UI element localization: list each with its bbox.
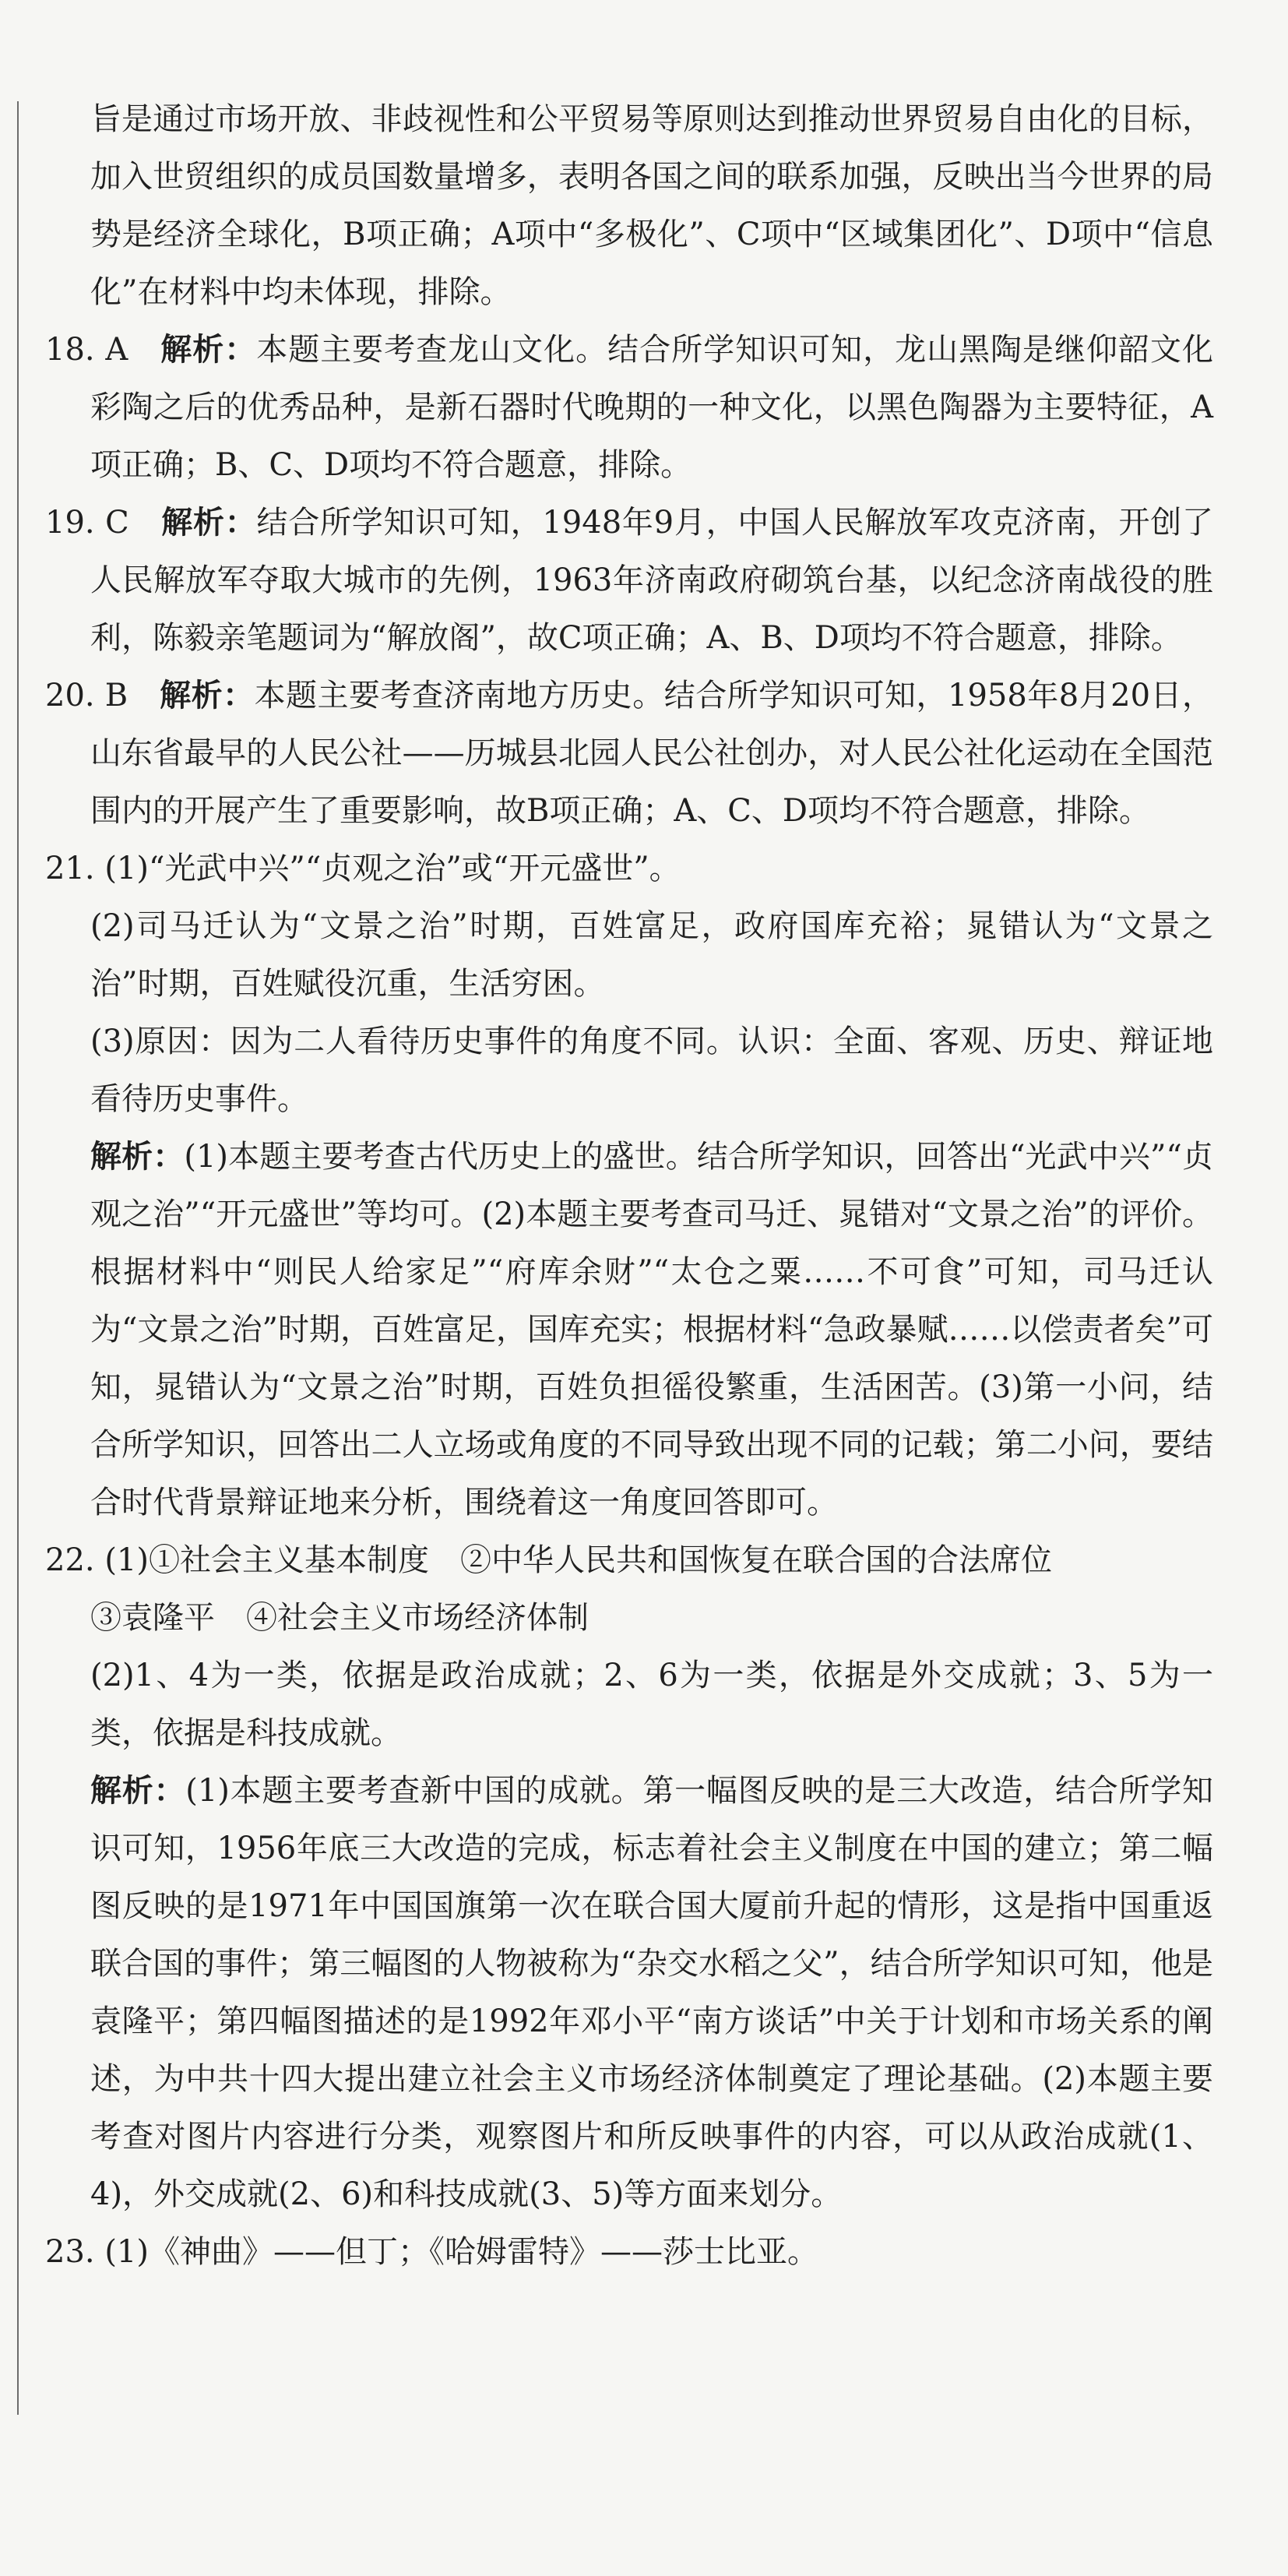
answer-21-part3: (3)原因：因为二人看待历史事件的角度不同。认识：全面、客观、历史、辩证地看待历史事件。 — [90, 1024, 1213, 1117]
answer-22-part2: (2)1、4为一类，依据是政治成就；2、6为一类，依据是外交成就；3、5为一类，依据是科技成就。 — [90, 1658, 1213, 1751]
answer-22-analysis — [45, 1762, 1213, 2223]
answer-22-analysis-text: (1)本题主要考查新中国的成就。第一幅图反映的是三大改造，结合所学知识可知，1956年底三大改造的完成，标志着社会主义制度在中国的建立；第二幅图反映的是1971年中国国旗第一次在联合国大厦前升起的情形，这是指中国重返联合国的事件；第三幅图的人物被称为“杂交水稻之父”，结合所学知识可知，他是袁隆平；第四幅图描述的是1992年邓小平“南方谈话”中关于计划和市场关系的阐述，为中共十四大提出建立社会主义市场经济体制奠定了理论基础。(2)本题主要考查对图片内容进行分类，观察图片和所反映事件的内容，可以从政治成就(1、4)，外交成就(2、6)和科技成就(3、5)等方面来划分。 — [90, 1773, 1214, 2212]
answer-22-part1-line1: 22. (1)①社会主义基本制度 ②中华人民共和国恢复在联合国的合法席位 — [45, 1542, 1052, 1578]
answer-18-number: 18. A — [45, 332, 128, 368]
answer-19-text: 结合所学知识可知，1948年9月，中国人民解放军攻克济南，开创了人民解放军夺取大城市的先例，1963年济南政府砌筑台基，以纪念济南战役的胜利，陈毅亲笔题词为“解放阁”，故C项正确；A、B、D项均不符合题意，排除。 — [90, 505, 1214, 656]
answer-19-label: 解析： — [161, 505, 257, 541]
answer-22-label: 解析： — [90, 1773, 186, 1809]
answer-21-label: 解析： — [90, 1139, 185, 1175]
answer-page — [45, 90, 1213, 2281]
answer-18-label: 解析： — [160, 332, 257, 368]
answer-20-label: 解析： — [160, 678, 255, 714]
answer-19 — [45, 494, 1213, 667]
answer-23-part1: 23. (1)《神曲》——但丁；《哈姆雷特》——莎士比亚。 — [45, 2234, 818, 2270]
answer-19-number: 19. C — [45, 505, 129, 541]
answer-21-part2: (2)司马迁认为“文景之治”时期，百姓富足，政府国库充裕；晁错认为“文景之治”时期，百姓赋役沉重，生活穷困。 — [90, 908, 1213, 1002]
intro-paragraph: 旨是通过市场开放、非歧视性和公平贸易等原则达到推动世界贸易自由化的目标，加入世贸组织的成员国数量增多，表明各国之间的联系加强，反映出当今世界的局势是经济全球化，B项正确；A项中“多极化”、C项中“区域集团化”、D项中“信息化”在材料中均未体现，排除。 — [90, 101, 1213, 310]
answer-20-number: 20. B — [45, 678, 128, 714]
answer-20-text: 本题主要考查济南地方历史。结合所学知识可知，1958年8月20日，山东省最早的人民公社——历城县北园人民公社创办，对人民公社化运动在全国范围内的开展产生了重要影响，故B项正确；A、C、D项均不符合题意，排除。 — [90, 678, 1213, 829]
left-margin-rule — [17, 101, 19, 2415]
answer-22-part1-line2: ③袁隆平 ④社会主义市场经济体制 — [90, 1600, 589, 1636]
answer-18-text: 本题主要考查龙山文化。结合所学知识可知，龙山黑陶是继仰韶文化彩陶之后的优秀品种，是新石器时代晚期的一种文化，以黑色陶器为主要特征，A项正确；B、C、D项均不符合题意，排除。 — [90, 332, 1214, 483]
answer-21-part1: 21. (1)“光武中兴”“贞观之治”或“开元盛世”。 — [45, 851, 681, 886]
answer-21-analysis-text: (1)本题主要考查古代历史上的盛世。结合所学知识，回答出“光武中兴”“贞观之治”“开元盛世”等均可。(2)本题主要考查司马迁、晁错对“文景之治”的评价。根据材料中“则民人给家足”“府库余财”“太仓之粟……不可食”可知，司马迁认为“文景之治”时期，百姓富足，国库充实；根据材料“急政暴赋……以偿责者矣”可知，晁错认为“文景之治”时期，百姓负担徭役繁重，生活困苦。(3)第一小问，结合所学知识，回答出二人立场或角度的不同导致出现不同的记载；第二小问，要结合时代背景辩证地来分析，围绕着这一角度回答即可。 — [90, 1139, 1213, 1521]
answer-18 — [45, 321, 1213, 494]
answer-21-analysis — [45, 1128, 1213, 1531]
answer-20 — [45, 667, 1213, 840]
